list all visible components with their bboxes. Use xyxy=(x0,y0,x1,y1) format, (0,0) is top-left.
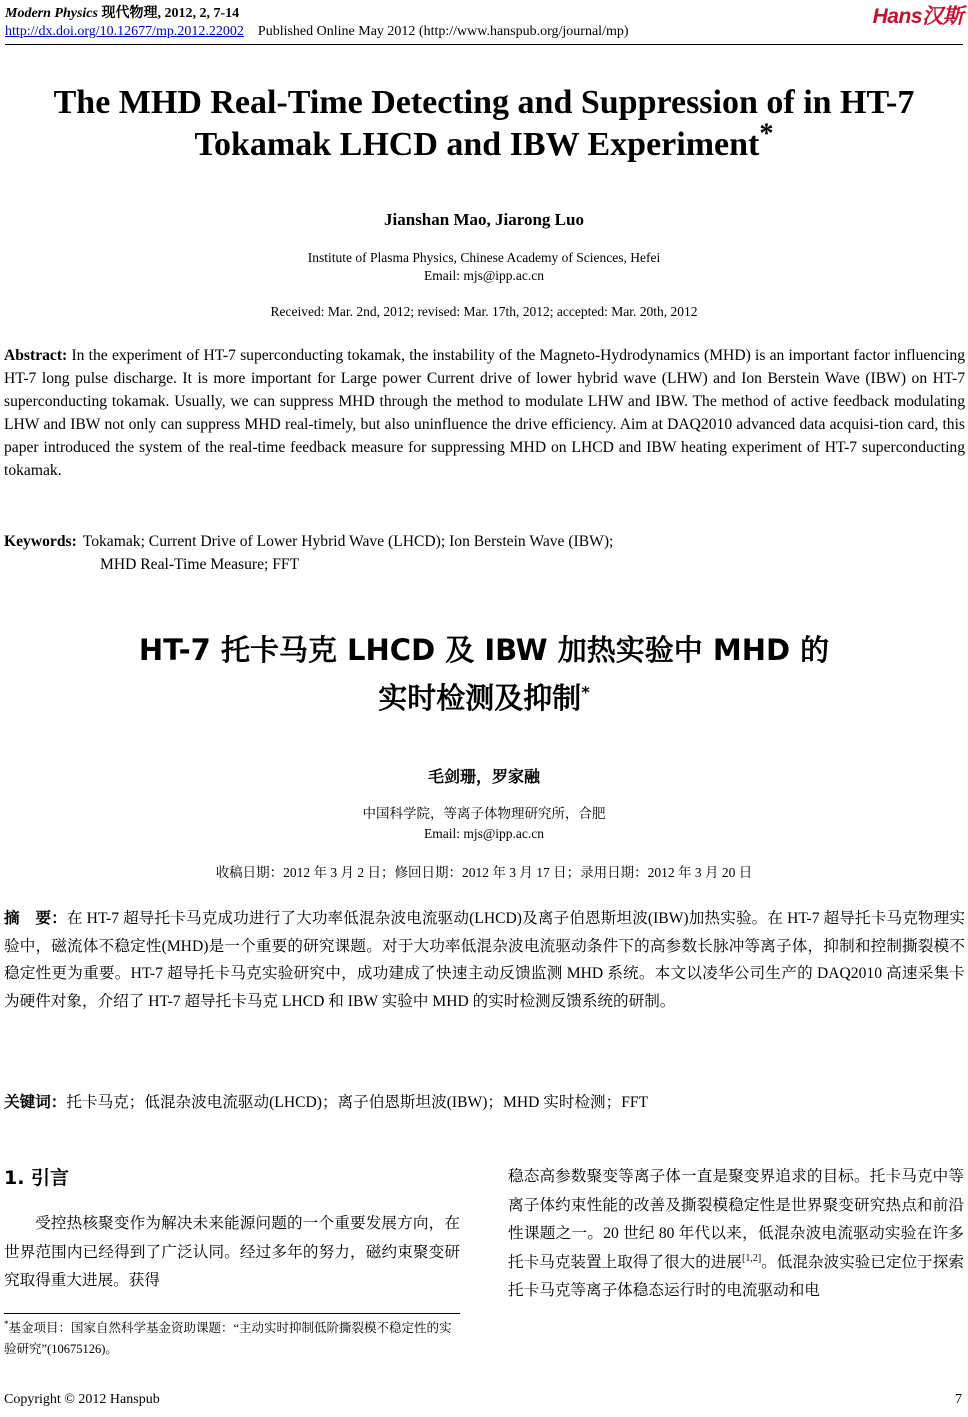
chinese-keywords-text: 托卡马克；低混杂波电流驱动(LHCD)；离子伯恩斯坦波(IBW)；MHD 实时检测；FFT xyxy=(66,1094,649,1111)
english-keywords xyxy=(4,530,965,576)
citation-ref[interactable]: [1,2] xyxy=(742,1252,762,1264)
english-email: Email: mjs@ipp.ac.cn xyxy=(423,268,545,283)
chinese-email: Email: mjs@ipp.ac.cn xyxy=(423,826,545,841)
header-divider xyxy=(5,44,963,45)
doi-link[interactable]: http://dx.doi.org/10.12677/mp.2012.22002 xyxy=(5,24,244,39)
english-authors: Jianshan Mao, Jiarong Luo xyxy=(384,210,584,229)
chinese-title-line2: 实时检测及抑制 xyxy=(378,681,582,715)
english-title-mark: * xyxy=(759,118,774,150)
english-affiliation-block xyxy=(0,249,968,285)
english-title-line2: Tokamak LHCD and IBW Experiment xyxy=(194,126,760,163)
page-header xyxy=(5,2,963,46)
doi-line xyxy=(5,24,629,40)
page-number: 7 xyxy=(955,1392,962,1407)
intro-right-text-cont: 。低混杂波实验已定位于探索托卡马克等离子体稳态运行时的电流驱动和电 xyxy=(508,1253,964,1299)
abstract-label: Abstract: xyxy=(4,347,68,364)
page-footer xyxy=(4,1392,962,1408)
chinese-abstract xyxy=(4,905,965,1015)
english-title xyxy=(0,82,968,166)
chinese-affiliation-block xyxy=(0,804,968,844)
intro-left-column: 受控热核聚变作为解决未来能源问题的一个重要发展方向，在世界范围内已经得到了广泛认同。经过多年的努力，磁约束聚变研究取得重大进展。获得 xyxy=(4,1215,460,1289)
publisher-logo: Hans汉斯 xyxy=(872,5,963,28)
english-received-dates: Received: Mar. 2nd, 2012; revised: Mar. 17th, 2012; accepted: Mar. 20th, 2012 xyxy=(270,304,698,319)
intro-right-text: 稳态高参数聚变等离子体一直是聚变界追求的目标。托卡马克中等离子体约束性能的改善及撕裂模稳定性是世界聚变研究热点和前沿性课题之一。20 世纪 80 年代以来，低混杂波电流驱动实验在许多托卡马克装置上取得了很大的进展 xyxy=(508,1168,964,1271)
copyright: Copyright © 2012 Hanspub xyxy=(4,1392,160,1407)
chinese-title-line2-wrap xyxy=(0,674,968,722)
funding-footnote xyxy=(4,1318,460,1360)
english-abstract xyxy=(4,344,965,482)
chinese-abstract-text: 在 HT-7 超导托卡马克成功进行了大功率低混杂波电流驱动(LHCD)及离子伯恩斯坦波(IBW)加热实验。在 HT-7 超导托卡马克物理实验中，磁流体不稳定性(MHD)是一个重要的研究课题。对于大功率低混杂波电流驱动条件下的高参数长脉冲等离子体，抑制和控制撕裂模不稳定性更为重要。HT-7 超导托卡马克实验研究中，成功建成了快速主动反馈监测 MHD 系统。本文以凌华公司生产的 DAQ2010 高速采集卡为硬件对象，介绍了 HT-7 超导托卡马克 LHCD 和 IBW 实验中 MHD 的实时检测反馈系统的研制。 xyxy=(4,910,965,1010)
published-online: Published Online May 2012 (http://www.hanspub.org/journal/mp) xyxy=(257,24,629,39)
footnote-mark: * xyxy=(4,1318,9,1329)
chinese-title xyxy=(0,626,968,722)
chinese-affiliation: 中国科学院，等离子体物理研究所，合肥 xyxy=(362,806,606,821)
keywords-line1: Tokamak; Current Drive of Lower Hybrid Wave (LHCD); Ion Berstein Wave (IBW); xyxy=(82,533,614,550)
journal-name-cn: 现代物理 xyxy=(101,6,158,21)
intro-right-column xyxy=(508,1163,964,1306)
abstract-text: In the experiment of HT-7 superconducting tokamak, the instability of the Magneto-Hydrodynamics (MHD) is an important factor influencing HT-7 long pulse discharge. It is more important for Large power Current drive of lower hybrid wave (LHW) and Ion Berstein Wave (IBW) on HT-7 superconducting tokamak. Usually, we can suppress MHD through the method to modulate LHW and IBW. The method of active feedback modulating LHW and IBW not only can suppress MHD real-timely, but also uninfluence the drive efficiency. Aim at DAQ2010 advanced data acquisi-tion card, this paper introduced the system of the real-time feedback measure for suppressing MHD on LHCD and IBW heating experiment of HT-7 superconducting tokamak. xyxy=(4,347,966,479)
journal-issue: , 2012, 2, 7-14 xyxy=(157,6,240,21)
english-title-line2-wrap xyxy=(0,118,968,166)
journal-citation xyxy=(5,2,239,22)
section-heading-introduction: 1. 引言 xyxy=(4,1167,70,1189)
keywords-label: Keywords: xyxy=(4,533,77,550)
footnote-text: 基金项目：国家自然科学基金资助课题：“主动实时抑制低阶撕裂模不稳定性的实验研究”(10675126)。 xyxy=(4,1321,452,1356)
journal-name: Modern Physics xyxy=(5,6,98,21)
chinese-title-mark: * xyxy=(581,682,590,702)
keywords-line2: MHD Real-Time Measure; FFT xyxy=(100,556,300,573)
chinese-abstract-label: 摘 要： xyxy=(4,909,67,927)
chinese-keywords xyxy=(4,1090,965,1112)
chinese-received-dates: 收稿日期：2012 年 3 月 2 日；修回日期：2012 年 3 月 17 日；录用日期：2012 年 3 月 20 日 xyxy=(215,865,753,880)
chinese-authors: 毛剑珊，罗家融 xyxy=(427,767,540,786)
footnote-divider xyxy=(4,1313,460,1314)
chinese-title-line1: HT-7 托卡马克 LHCD 及 IBW 加热实验中 MHD 的 xyxy=(138,633,830,667)
english-affiliation: Institute of Plasma Physics, Chinese Academy of Sciences, Hefei xyxy=(307,250,661,265)
english-title-line1: The MHD Real-Time Detecting and Suppression of in HT-7 xyxy=(53,84,915,121)
chinese-keywords-label: 关键词： xyxy=(4,1093,67,1111)
